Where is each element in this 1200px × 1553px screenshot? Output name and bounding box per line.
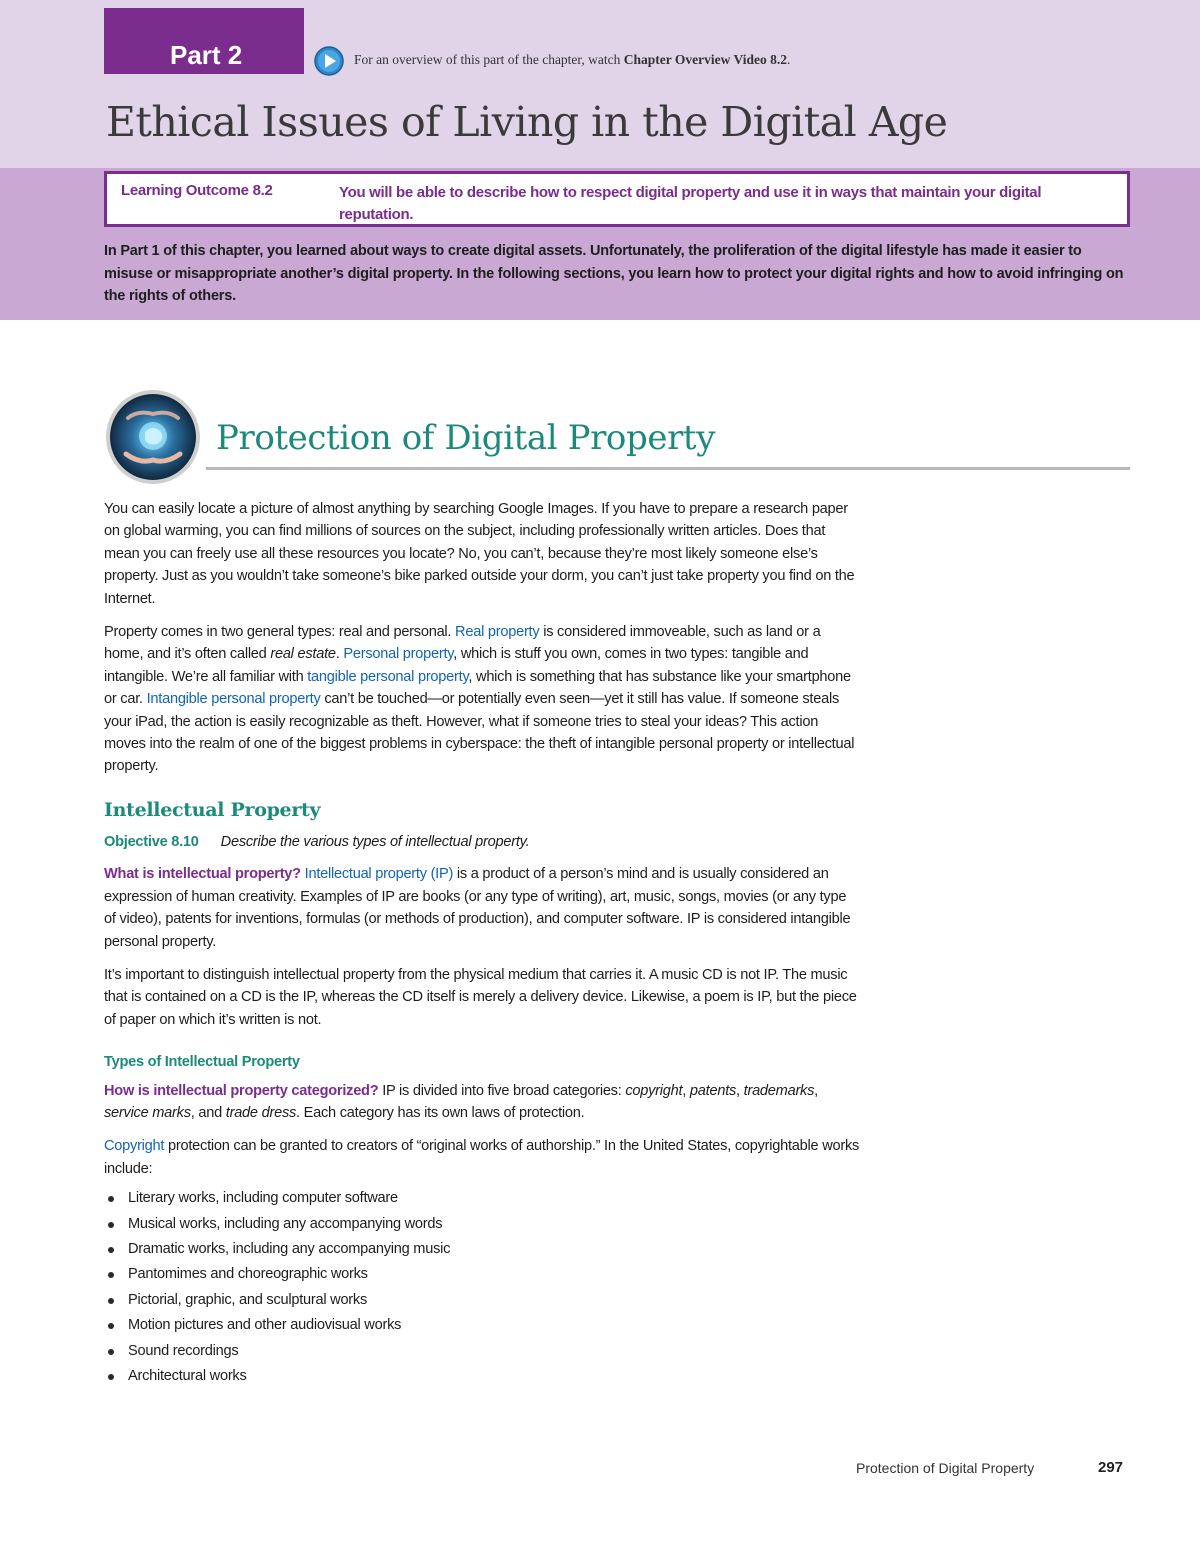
section-paragraph-2 <box>104 621 860 778</box>
category-trademarks: trademarks <box>743 1082 815 1099</box>
term-real-property[interactable]: Real property <box>455 624 540 641</box>
video-note-suffix: . <box>786 52 791 67</box>
learning-outcome-text: You will be able to describe how to respect digital property and use it in ways that maintain your digital reputation. <box>339 184 1042 223</box>
video-overview-note <box>354 52 790 68</box>
learning-outcome-label: Learning Outcome 8.2 <box>121 182 273 199</box>
p2-text-6: can’t be touched—or potentially even seen—yet it still has value. If someone steals your iPad, the action is easily recognizable as theft. However, what if someone tries to steal your ideas? This action moves into the realm of one of the biggest problems in cyberspace: the theft of intangible personal property or intellectual property. <box>104 691 855 775</box>
p2-text-2: is considered immoveable, such as land or a home, and it’s often called <box>104 624 821 663</box>
list-item: Motion pictures and other audiovisual works <box>104 1313 860 1338</box>
types-paragraph-1 <box>104 1080 860 1125</box>
term-tangible-personal-property[interactable]: tangible personal property <box>307 668 469 685</box>
comma: , <box>814 1082 818 1099</box>
p2-text-5: , which is something that has substance like your smartphone or car. <box>104 668 851 708</box>
ip-paragraph-2: It’s important to distinguish intellectual property from the physical medium that carries it. A music CD is not IP. The music that is contained on a CD is the IP, whereas the CD itself is merely a delivery device. Likewise, a poem is IP, but the piece of paper on which it’s written is not. <box>104 966 857 1028</box>
types-paragraph-2-rest: protection can be granted to creators of “original works of authorship.” In the United States, copyrightable works include: <box>104 1138 860 1177</box>
play-video-icon[interactable] <box>314 46 344 76</box>
p2-emphasis-real-estate: real estate <box>270 646 336 663</box>
ip-paragraph-1 <box>104 863 860 953</box>
category-patents: patents <box>689 1082 737 1099</box>
video-note-prefix: For an overview of this part of the chapter, watch <box>354 52 624 67</box>
digital-brain-hands-icon <box>104 388 202 486</box>
part-label: Part 2 <box>104 8 304 74</box>
term-intellectual-property[interactable]: Intellectual property (IP) <box>304 866 454 883</box>
part-title: Ethical Issues of Living in the Digital Age <box>106 98 948 146</box>
list-item: Pictorial, graphic, and sculptural works <box>104 1288 860 1313</box>
types-text-1: IP is divided into five broad categories: <box>378 1082 626 1099</box>
term-intangible-personal-property[interactable]: Intangible personal property <box>146 691 321 708</box>
p2-text-4: , which is stuff you own, comes in two types: tangible and intangible. We’re all familiar with <box>104 646 809 685</box>
list-item: Pantomimes and choreographic works <box>104 1262 860 1287</box>
part-intro: In Part 1 of this chapter, you learned about ways to create digital assets. Unfortunately, the proliferation of the digital lifestyle has made it easier to misuse or misappropriate another’s digital property. In the following sections, you learn how to protect your digital rights and how to avoid infringing on the rights of others. <box>104 243 1124 304</box>
list-item: Literary works, including computer software <box>104 1186 860 1211</box>
term-copyright[interactable]: Copyright <box>104 1138 165 1155</box>
objective-label: Objective 8.10 <box>104 833 199 850</box>
list-item: Dramatic works, including any accompanying music <box>104 1237 860 1262</box>
category-trade-dress: trade dress <box>225 1104 297 1121</box>
objective-text: Describe the various types of intellectual property. <box>220 833 530 850</box>
types-text-2: , and <box>190 1104 226 1121</box>
types-lead-question: How is intellectual property categorized? <box>104 1082 379 1099</box>
page-number: 297 <box>1098 1459 1124 1476</box>
video-link[interactable]: Chapter Overview Video 8.2 <box>623 52 787 67</box>
ip-paragraph-1-rest: is a product of a person’s mind and is usually considered an expression of human creativity. Examples of IP are books (or any type of writing), art, music, songs, movies (or any type of video), patents for inventions, formulas (or methods of production), and computer software. IP is considered intangible personal property. <box>104 866 851 950</box>
p2-text-1: Property comes in two general types: real and personal. <box>104 624 456 641</box>
list-item: Architectural works <box>104 1364 860 1389</box>
list-item: Musical works, including any accompanying words <box>104 1212 860 1237</box>
body-column <box>104 498 860 1389</box>
learning-outcome-box <box>104 171 1130 227</box>
comma: , <box>736 1082 744 1099</box>
heading-intellectual-property: Intellectual Property <box>104 798 321 821</box>
types-paragraph-2 <box>104 1135 860 1180</box>
comma: , <box>682 1082 690 1099</box>
section-title: Protection of Digital Property <box>216 418 715 458</box>
types-text-3: . Each category has its own laws of protection. <box>296 1104 585 1121</box>
p2-text-3: . <box>335 646 344 663</box>
footer-section-title: Protection of Digital Property <box>856 1460 1035 1476</box>
heading-types-of-ip: Types of Intellectual Property <box>104 1054 300 1071</box>
list-item: Sound recordings <box>104 1339 860 1364</box>
copyrightable-works-list <box>104 1186 860 1389</box>
category-service-marks: service marks <box>104 1104 191 1121</box>
objective-line <box>104 831 860 853</box>
section-divider <box>206 467 1130 470</box>
term-personal-property[interactable]: Personal property <box>343 646 454 663</box>
category-copyright: copyright <box>625 1082 683 1099</box>
ip-lead-question: What is intellectual property? <box>104 866 301 883</box>
section-paragraph-1: You can easily locate a picture of almost anything by searching Google Images. If you have to prepare a research paper on global warming, you can find millions of sources on the subject, including professionally written articles. Does that mean you can freely use all these resources you locate? No, you can’t, because they’re most likely someone else’s property. Just as you wouldn’t take someone’s bike parked outside your dorm, you can’t just take property you find on the Internet. <box>104 501 855 607</box>
